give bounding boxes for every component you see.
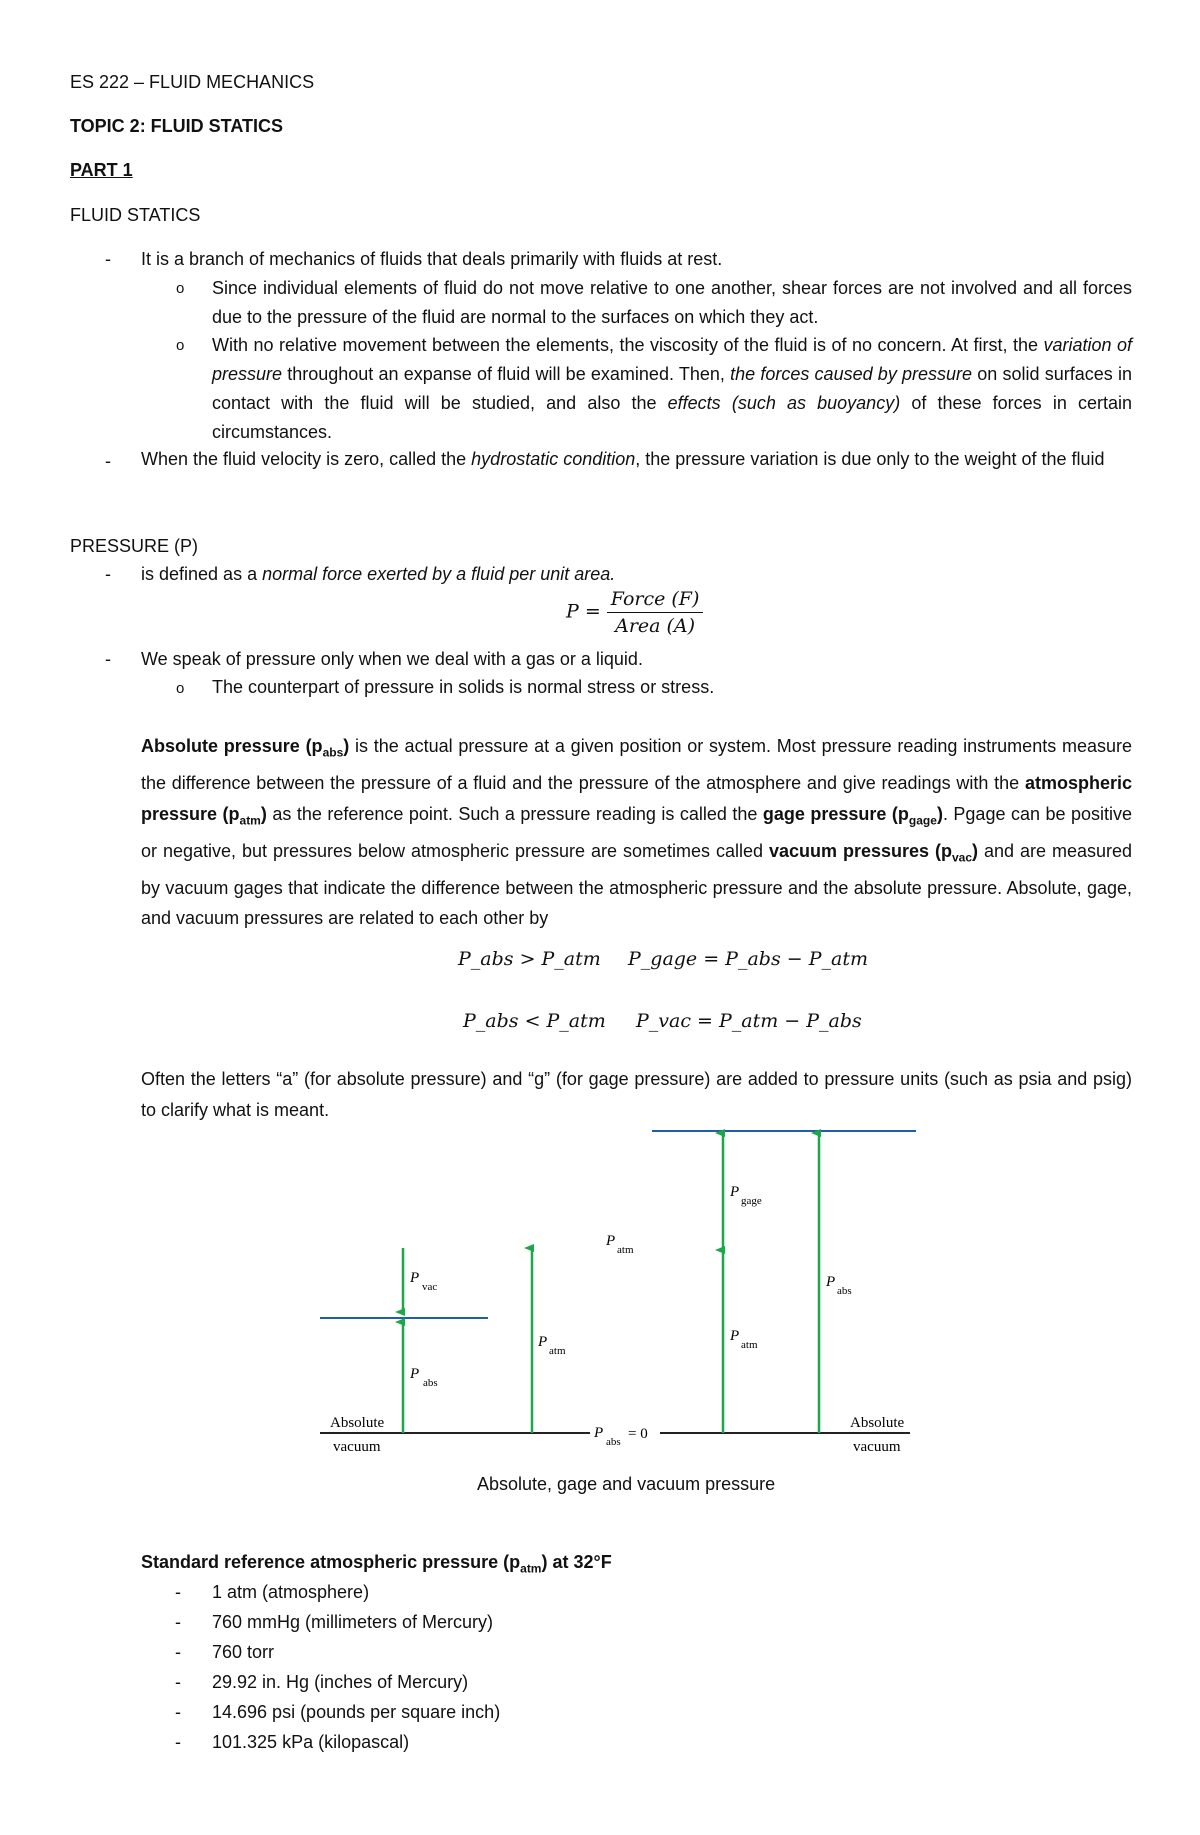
label-pabs-left: P xyxy=(410,1366,420,1382)
label-pabs-left-sub: abs xyxy=(423,1377,438,1389)
bullet-dash: - xyxy=(105,564,111,584)
topic-title: TOPIC 2: FLUID STATICS xyxy=(70,116,284,136)
label-absolute-right: Absolute xyxy=(850,1415,905,1431)
section-heading-pressure: PRESSURE (P) xyxy=(70,536,199,556)
standard-heading: Standard reference atmospheric pressure $(p_{atm})$ at 32°F xyxy=(141,1552,612,1576)
section-heading-fluid-statics: FLUID STATICS xyxy=(70,205,201,225)
course-title: ES 222 – FLUID MECHANICS xyxy=(70,72,315,92)
equation-abs-lt-atm: P_abs < P_atm xyxy=(463,1010,606,1032)
bullet-definition: It is a branch of mechanics of fluids that deals primarily with fluids at rest. xyxy=(141,249,723,269)
equation-gage: P_gage = P_abs − P_atm xyxy=(628,948,868,970)
label-pvac-sub: vac xyxy=(422,1281,438,1293)
label-patm-mid: P xyxy=(538,1334,548,1350)
bullet-dash: - xyxy=(175,1732,181,1752)
sub-bullet-viscosity: With no relative movement between the elements, the viscosity of the fluid is of no concern. At first, the variation of pressure throughout an expanse of fluid will be examined. Then, the forces caused by pressure on solid surfaces in contact with the fluid will be studied, and also the effects (such as buoyancy) of these forces in certain circumstances. xyxy=(212,335,1132,442)
label-absolute-left: Absolute xyxy=(330,1415,385,1431)
bullet-gas-liquid: We speak of pressure only when we deal with a gas or a liquid. xyxy=(141,649,643,669)
equation-abs-gt-atm: P_abs > P_atm xyxy=(458,948,601,970)
bullet-dash: - xyxy=(175,1702,181,1722)
label-vacuum-right: vacuum xyxy=(853,1439,901,1455)
bullet-dash: - xyxy=(175,1672,181,1692)
units-note: Often the letters “a” (for absolute pressure) and “g” (for gage pressure) are added to pressure units (such as psia and psig) to clarify what is meant. xyxy=(141,1069,1132,1120)
bullet-dash: - xyxy=(105,649,111,669)
standard-list-item: 14.696 psi (pounds per square inch) xyxy=(212,1702,501,1722)
sub-bullet-marker: o xyxy=(176,337,185,354)
label-patm-top-sub: atm xyxy=(617,1244,634,1256)
bullet-dash: - xyxy=(105,451,111,471)
label-pvac: P xyxy=(410,1270,420,1286)
label-zero: = 0 xyxy=(628,1426,648,1442)
standard-list-item: 1 atm (atmosphere) xyxy=(212,1582,370,1602)
label-pabs-right: P xyxy=(826,1274,836,1290)
label-pabs-right-sub: abs xyxy=(837,1285,852,1297)
label-pgage: P xyxy=(730,1184,740,1200)
label-pabs-zero: P xyxy=(594,1425,604,1441)
absolute-pressure-paragraph: Absolute pressure $(p_{abs})$ is the actual pressure at a given position or system. Most pressure reading instruments measure the difference between the pressure of a fluid and the pressure of the atmosphere and give readings with the atmospheric pressure $(p_{atm})$ as the reference point. Such a pressure reading is called the gage pressure $(p_{gage})$. Pgage can be positive or negative, but pressures below atmospheric pressure are sometimes called vacuum pressures $(p_{vac})$ and are measured by vacuum gages that indicate the difference between the atmospheric pressure and the absolute pressure. Absolute, gage, and vacuum pressures are related to each other by xyxy=(141,736,1133,929)
bullet-dash: - xyxy=(105,249,111,269)
figure-caption: Absolute, gage and vacuum pressure xyxy=(477,1474,776,1494)
sub-bullet-marker: o xyxy=(176,680,185,697)
label-vacuum-left: vacuum xyxy=(333,1439,381,1455)
bullet-hydrostatic: When the fluid velocity is zero, called the hydrostatic condition, the pressure variation is due only to the weight of the fluid xyxy=(141,449,1105,469)
bullet-dash: - xyxy=(175,1612,181,1632)
sub-bullet-shear: Since individual elements of fluid do not move relative to one another, shear forces are not involved and all forces due to the pressure of the fluid are normal to the surfaces on which they act. xyxy=(212,278,1132,327)
sub-bullet-marker: o xyxy=(176,280,185,297)
label-patm-right: P xyxy=(730,1328,740,1344)
pressure-definition: is defined as a normal force exerted by a fluid per unit area. xyxy=(141,564,616,584)
standard-list-item: 29.92 in. Hg (inches of Mercury) xyxy=(212,1672,469,1692)
standard-list-item: 760 torr xyxy=(212,1642,275,1662)
standard-list-item: 101.325 kPa (kilopascal) xyxy=(212,1732,410,1752)
label-patm-mid-sub: atm xyxy=(549,1345,566,1357)
label-patm-top: P xyxy=(606,1233,616,1249)
bullet-dash: - xyxy=(175,1582,181,1602)
label-pgage-sub: gage xyxy=(741,1195,762,1207)
sub-bullet-solids: The counterpart of pressure in solids is normal stress or stress. xyxy=(212,677,715,697)
standard-list-item: 760 mmHg (millimeters of Mercury) xyxy=(212,1612,494,1632)
part-title: PART 1 xyxy=(70,160,133,180)
equation-vac: P_vac = P_atm − P_abs xyxy=(636,1010,862,1032)
pressure-formula: P = $\frac{\text{Force (F)}}{\text{Area (A)}}$ xyxy=(566,588,703,637)
label-pabs-zero-sub: abs xyxy=(606,1436,621,1448)
bullet-dash: - xyxy=(175,1642,181,1662)
label-patm-right-sub: atm xyxy=(741,1339,758,1351)
